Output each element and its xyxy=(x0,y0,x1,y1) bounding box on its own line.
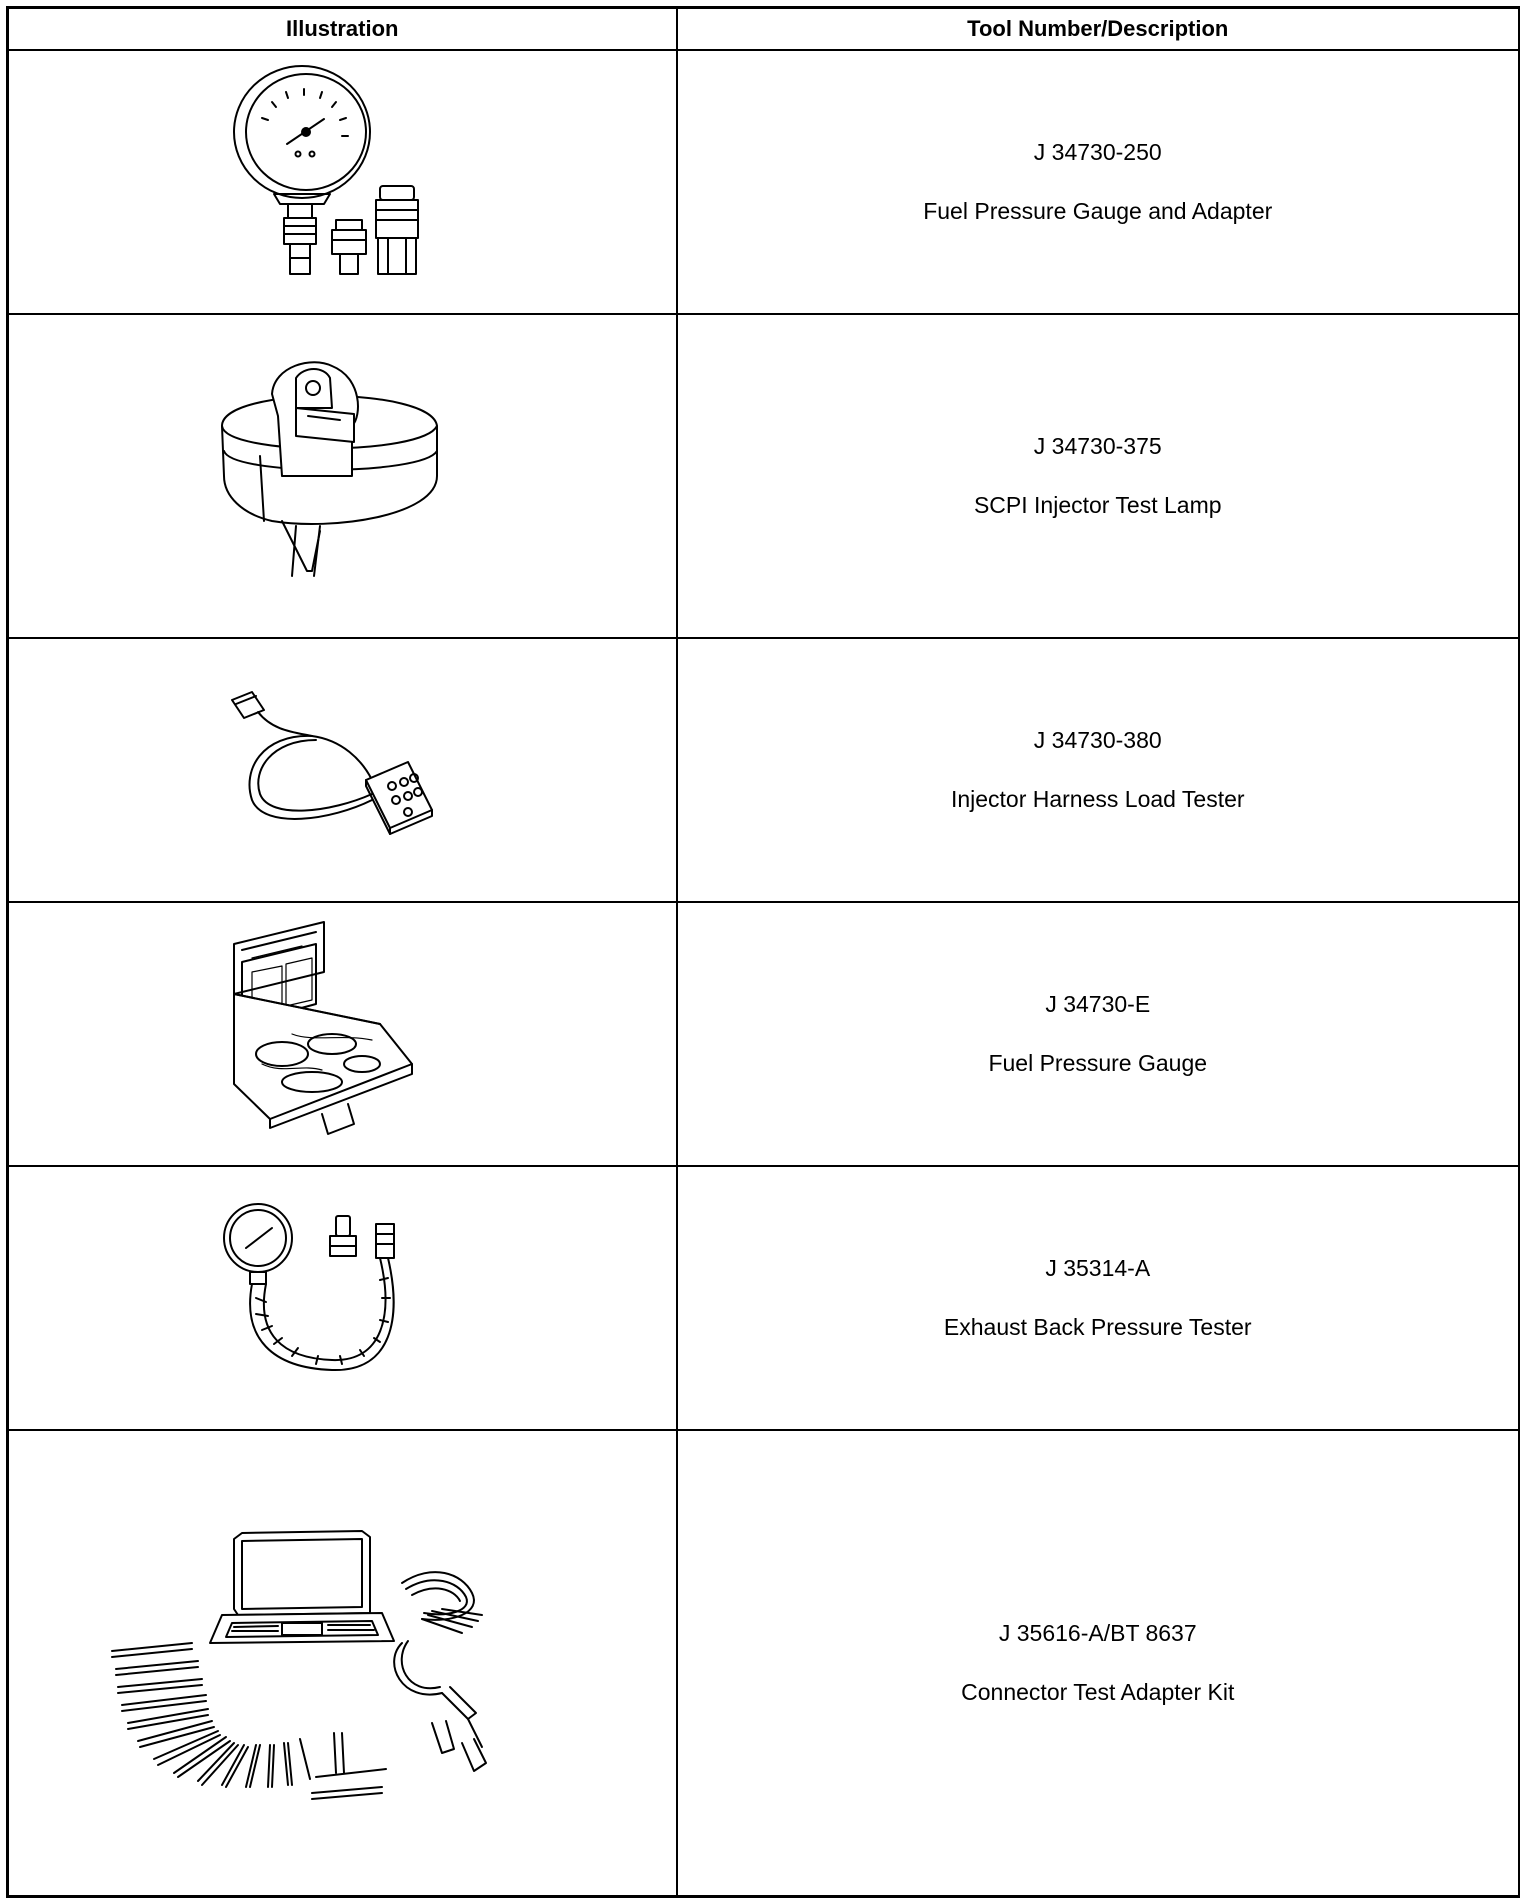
tool-number: J 34730-380 xyxy=(1033,727,1162,753)
table-row xyxy=(8,902,1520,1166)
tool-number: J 34730-375 xyxy=(1033,433,1162,459)
harness-load-tester-icon xyxy=(212,670,472,870)
tool-number: J 34730-250 xyxy=(1033,139,1162,165)
description-cell xyxy=(677,1166,1520,1430)
table-row xyxy=(8,314,1520,638)
table-row xyxy=(8,638,1520,902)
tool-name: Fuel Pressure Gauge and Adapter xyxy=(923,198,1273,224)
illustration-cell xyxy=(8,314,677,638)
description-cell xyxy=(677,314,1520,638)
description-cell xyxy=(677,638,1520,902)
fuel-pressure-gauge-adapter-icon xyxy=(212,62,472,302)
table-row xyxy=(8,1430,1520,1896)
tool-number: J 35616-A/BT 8637 xyxy=(998,1619,1197,1646)
tool-name: Injector Harness Load Tester xyxy=(950,786,1245,812)
illustration-cell xyxy=(8,902,677,1166)
illustration-cell xyxy=(8,1166,677,1430)
description-cell xyxy=(677,1430,1520,1896)
table-row xyxy=(8,50,1520,314)
illustration-cell xyxy=(8,50,677,314)
tool-number: J 34730-E xyxy=(1045,991,1151,1017)
illustration-cell xyxy=(8,638,677,902)
illustration-cell xyxy=(8,1430,677,1896)
tool-name: Exhaust Back Pressure Tester xyxy=(943,1314,1252,1340)
header-illustration: Illustration xyxy=(8,8,677,51)
tool-name: Connector Test Adapter Kit xyxy=(961,1678,1235,1705)
tool-name: SCPI Injector Test Lamp xyxy=(973,492,1222,518)
table-header-row xyxy=(8,8,1520,51)
tools-table xyxy=(6,6,1520,1898)
fuel-pressure-gauge-case-icon xyxy=(212,914,472,1154)
table-row xyxy=(8,1166,1520,1430)
header-description: Tool Number/Description xyxy=(677,8,1520,51)
tool-name: Fuel Pressure Gauge xyxy=(988,1050,1208,1076)
description-cell xyxy=(677,902,1520,1166)
description-cell xyxy=(677,50,1520,314)
connector-test-adapter-kit-icon xyxy=(102,1523,582,1803)
back-pressure-tester-icon xyxy=(212,1198,472,1398)
injector-test-lamp-icon xyxy=(212,356,472,596)
tool-number: J 35314-A xyxy=(1045,1255,1151,1281)
